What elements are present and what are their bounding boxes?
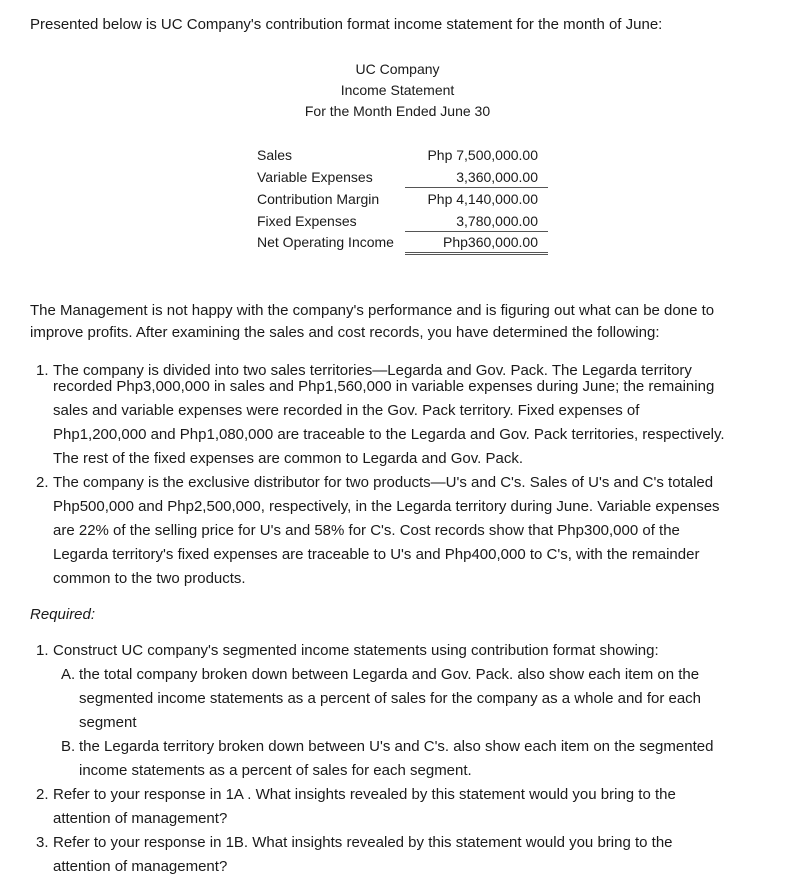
row-value: 3,780,000.00 [456, 213, 538, 229]
list-item-line: sales and variable expenses were recorded in the Gov. Pack territory. Fixed expenses of [53, 402, 640, 419]
list-item-line: income statements as a percent of sales for each segment. [79, 762, 472, 779]
list-item-line: Php1,200,000 and Php1,080,000 are traceable to the Legarda and Gov. Pack territories, respectively. [53, 426, 725, 443]
underline [405, 231, 548, 232]
statement-title: Income Statement [340, 82, 455, 98]
list-number: 3. [36, 834, 49, 851]
list-item-line: The rest of the fixed expenses are common to Legarda and Gov. Pack. [53, 450, 523, 467]
row-value: Php 4,140,000.00 [427, 191, 538, 207]
list-number: 1. [36, 642, 49, 659]
list-item-line: Legarda territory's fixed expenses are traceable to U's and Php400,000 to C's, with the remainder [53, 546, 700, 563]
list-item-line: recorded Php3,000,000 in sales and Php1,560,000 in variable expenses during June; the remaining [53, 378, 715, 395]
row-value: Php 7,500,000.00 [427, 147, 538, 163]
row-value: Php360,000.00 [443, 234, 538, 250]
list-number: 2. [36, 474, 49, 491]
list-item-line: Refer to your response in 1A . What insights revealed by this statement would you bring to the [53, 786, 676, 803]
list-item-line: Refer to your response in 1B. What insights revealed by this statement would you bring to the [53, 834, 673, 851]
underline [405, 187, 548, 188]
double-underline [405, 252, 548, 255]
list-item-line: the total company broken down between Legarda and Gov. Pack. also show each item on the [79, 666, 700, 683]
row-label: Net Operating Income [257, 234, 394, 250]
list-item-line: the Legarda territory broken down between U's and C's. also show each item on the segmented [79, 738, 714, 755]
statement-period: For the Month Ended June 30 [304, 103, 491, 119]
paragraph-line: improve profits. After examining the sales and cost records, you have determined the following: [30, 324, 660, 341]
required-label: Required: [30, 606, 96, 623]
list-number: A. [61, 666, 76, 683]
list-item-line: attention of management? [53, 858, 228, 875]
list-item-line: The company is divided into two sales territories—Legarda and Gov. Pack. The Legarda territory [53, 362, 692, 379]
row-label: Variable Expenses [257, 169, 373, 185]
list-item-line: Php500,000 and Php2,500,000, respectively, in the Legarda territory during June. Variable expenses [53, 498, 720, 515]
row-label: Sales [257, 147, 293, 163]
list-item-line: common to the two products. [53, 570, 246, 587]
list-item-line: attention of management? [53, 810, 228, 827]
paragraph-line: The Management is not happy with the company's performance and is figuring out what can be done to [30, 302, 715, 319]
list-item-line: segment [79, 714, 137, 731]
list-item-line: are 22% of the selling price for U's and 58% for C's. Cost records show that Php300,000 of the [53, 522, 680, 539]
list-number: B. [61, 738, 76, 755]
intro-text: Presented below is UC Company's contribution format income statement for the month of June: [30, 16, 663, 33]
row-value: 3,360,000.00 [456, 169, 538, 185]
list-number: 2. [36, 786, 49, 803]
list-number: 1. [36, 362, 49, 379]
row-label: Contribution Margin [257, 191, 380, 207]
list-item-line: Construct UC company's segmented income statements using contribution format showing: [53, 642, 659, 659]
statement-company: UC Company [355, 61, 440, 77]
row-label: Fixed Expenses [257, 213, 357, 229]
list-item-line: The company is the exclusive distributor for two products—U's and C's. Sales of U's and C's totaled [53, 474, 714, 491]
list-item-line: segmented income statements as a percent of sales for the company as a whole and for each [79, 690, 702, 707]
